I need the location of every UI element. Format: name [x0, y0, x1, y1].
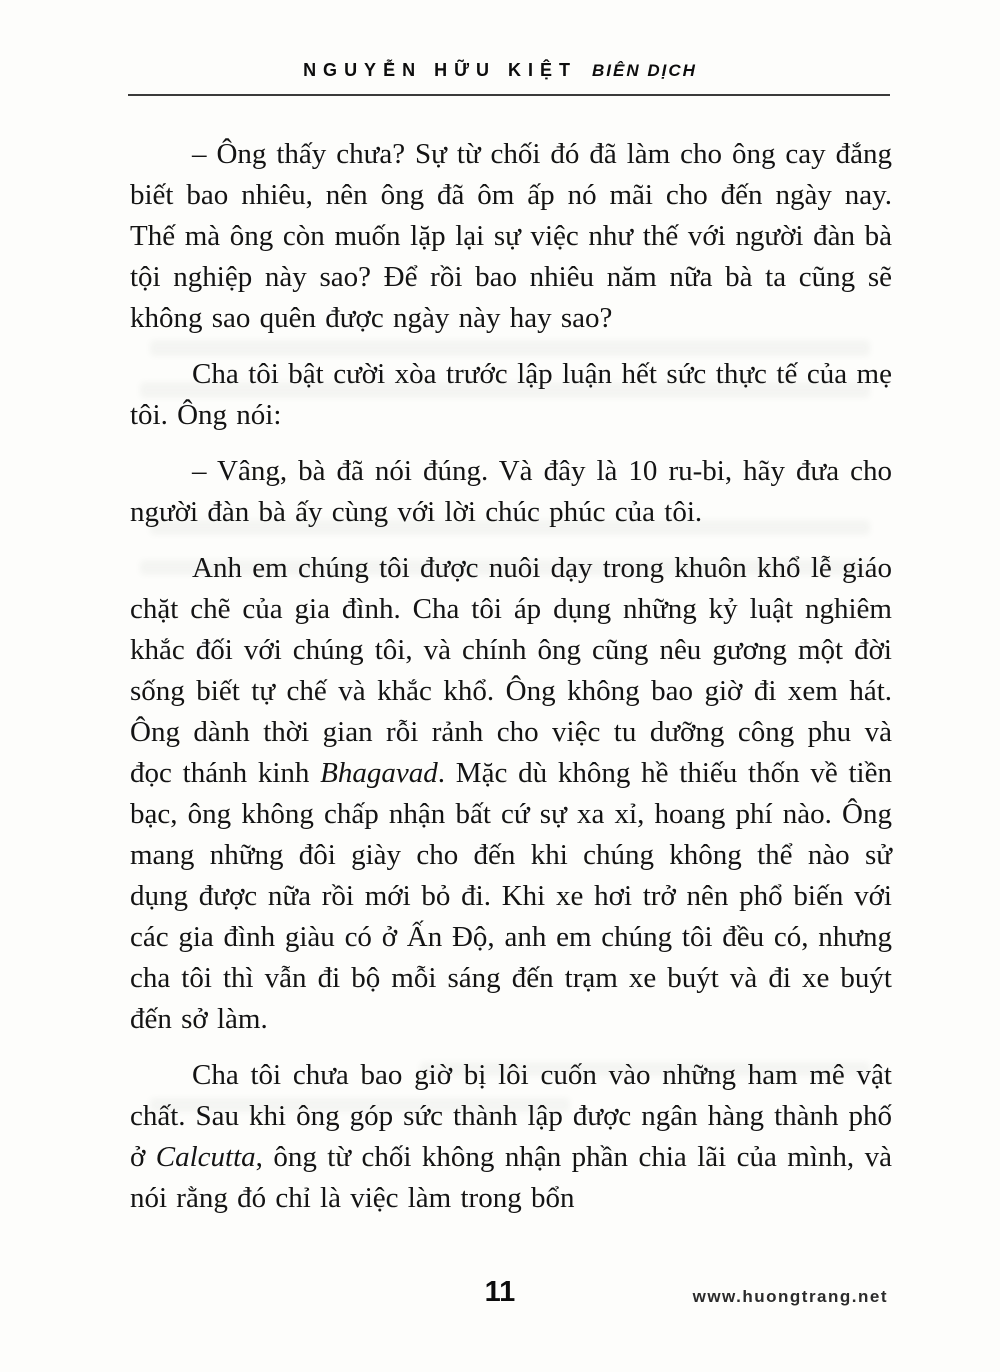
paragraph-segment: Cha tôi chưa bao giờ bị lôi cuốn vào những ham mê vật chất. Sau khi ông góp sức thành lập được ngân hàng thành phố ở	[130, 1059, 892, 1173]
paragraph-narration-1: Cha tôi bật cười xòa trước lập luận hết sức thực tế của mẹ tôi. Ông nói:	[130, 358, 892, 431]
paragraph-segment: . Mặc dù không hề thiếu thốn về tiền bạc, ông không chấp nhận bất cứ sự xa xỉ, hoang phí nào. Ông mang những đôi giày cho đến khi chúng không thể nào sử dụng được nữa rồi mới bỏ đi. Khi xe hơi trở nên phổ biến với các gia đình giàu có ở Ấn Độ, anh em chúng tôi đều có, nhưng cha tôi thì vẫn đi bộ mỗi sáng đến trạm xe buýt và đi xe buýt đến sở làm.	[130, 757, 892, 1035]
place-name-italic: Calcutta	[155, 1141, 256, 1173]
book-title-italic: Bhagavad	[320, 757, 438, 789]
translator-name: NGUYỄN HỮU KIỆT	[303, 60, 578, 80]
paragraph-dialogue-1: – Ông thấy chưa? Sự từ chối đó đã làm cho ông cay đắng biết bao nhiêu, nên ông đã ôm ấp nó mãi cho đến ngày nay. Thế mà ông còn muốn lặp lại sự việc như thế với người đàn bà tội nghiệp này sao? Để rồi bao nhiêu năm nữa bà ta cũng sẽ không sao quên được ngày này hay sao?	[130, 138, 892, 334]
translator-role: BIÊN DỊCH	[592, 61, 697, 80]
running-header	[0, 60, 1000, 81]
paragraph-narration-2	[130, 548, 892, 1040]
paragraph-narration-3	[130, 1055, 892, 1219]
publisher-website: www.huongtrang.net	[692, 1287, 888, 1306]
paragraph-dialogue-2: – Vâng, bà đã nói đúng. Và đây là 10 ru-bi, hãy đưa cho người đàn bà ấy cùng với lời chúc phúc của tôi.	[130, 455, 892, 528]
paragraph-segment: Anh em chúng tôi được nuôi dạy trong khuôn khổ lễ giáo chặt chẽ của gia đình. Cha tôi áp dụng những kỷ luật nghiêm khắc đối với chúng tôi, và chính ông cũng nêu gương một đời sống biết tự chế và khắc khổ. Ông không bao giờ đi xem hát. Ông dành thời gian rỗi rảnh cho việc tu dưỡng công phu và đọc thánh kinh	[130, 552, 892, 789]
paragraph-segment: , ông từ chối không nhận phần chia lãi của mình, và nói rằng đó chỉ là việc làm trong bổn	[130, 1141, 892, 1214]
page-number: 11	[484, 1276, 516, 1308]
header-divider	[128, 94, 890, 96]
page-text	[130, 134, 892, 1234]
